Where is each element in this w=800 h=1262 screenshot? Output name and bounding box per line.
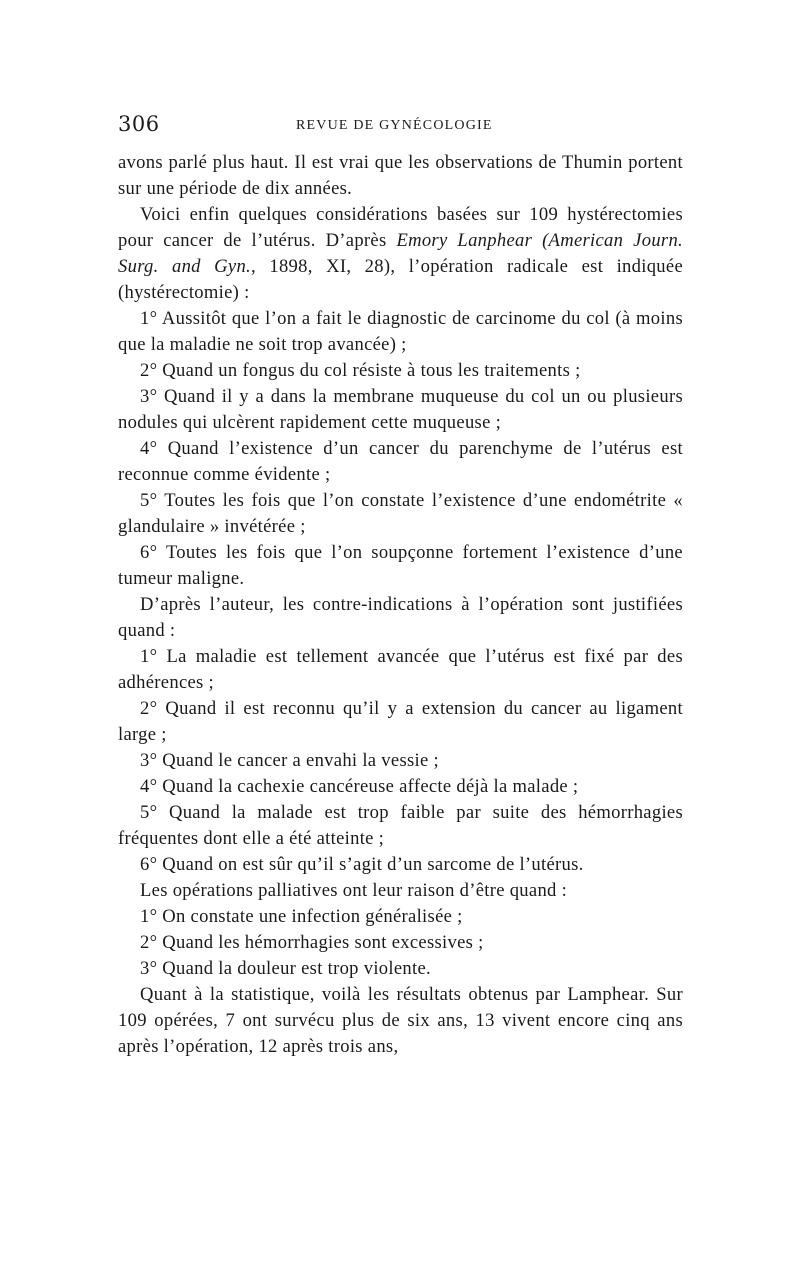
paragraph: 1° Aussitôt que l’on a fait le diagnostic de carcinome du col (à moins que la maladie ne soit trop avancée) ; <box>118 308 683 355</box>
paragraph: 1° On constate une infection généralisée ; <box>140 906 463 927</box>
paragraph <box>118 202 683 306</box>
paragraph: 4° Quand la cachexie cancéreuse affecte déjà la malade ; <box>140 776 579 797</box>
paragraph: 4° Quand l’existence d’un cancer du parenchyme de l’utérus est reconnue comme évidente ; <box>118 438 683 485</box>
running-head <box>118 112 683 142</box>
paragraph: 3° Quand il y a dans la membrane muqueuse du col un ou plusieurs nodules qui ulcèrent rapidement cette muqueuse ; <box>118 386 683 433</box>
paragraph: 5° Quand la malade est trop faible par suite des hémorrhagies fréquentes dont elle a été atteinte ; <box>118 802 683 849</box>
paragraph: 6° Quand on est sûr qu’il s’agit d’un sarcome de l’utérus. <box>140 854 584 875</box>
paragraph: 2° Quand il est reconnu qu’il y a extension du cancer au ligament large ; <box>118 698 683 745</box>
paragraph: 5° Toutes les fois que l’on constate l’existence d’une endométrite « glandulaire » invétérée ; <box>118 490 683 537</box>
paragraph: D’après l’auteur, les contre-indications à l’opération sont justifiées quand : <box>118 594 683 641</box>
paragraph: 6° Toutes les fois que l’on soupçonne fortement l’existence d’une tumeur maligne. <box>118 542 683 589</box>
paragraph-text: Voici enfin quelques considérations basées sur 109 hystérectomies pour cancer de l’utérus. D’après <box>118 204 683 251</box>
body-text <box>118 150 683 1060</box>
paragraph: avons parlé plus haut. Il est vrai que les observations de Thumin portent sur une période de dix années. <box>118 152 683 199</box>
paragraph: Quant à la statistique, voilà les résultats obtenus par Lamphear. Sur 109 opérées, 7 ont survécu plus de six ans, 13 vivent encore cinq ans après l’opération, 12 après trois ans, <box>118 984 683 1057</box>
paragraph-text: , 1898, XI, 28), l’opération radicale est indiquée (hystérectomie) : <box>118 256 683 303</box>
paragraph: 2° Quand un fongus du col résiste à tous les traitements ; <box>140 360 581 381</box>
paragraph: 3° Quand le cancer a envahi la vessie ; <box>140 750 439 771</box>
page-number: 306 <box>118 112 160 136</box>
paragraph: 1° La maladie est tellement avancée que l’utérus est fixé par des adhérences ; <box>118 646 683 693</box>
citation-italic: Emory Lanphear (American Journ. Surg. and Gyn. <box>118 230 683 277</box>
paragraph: 2° Quand les hémorrhagies sont excessives ; <box>140 932 484 953</box>
running-title: REVUE DE GYNÉCOLOGIE <box>296 118 493 133</box>
paragraph: 3° Quand la douleur est trop violente. <box>140 958 431 979</box>
paragraph: Les opérations palliatives ont leur raison d’être quand : <box>140 880 568 901</box>
book-page <box>118 112 683 1060</box>
